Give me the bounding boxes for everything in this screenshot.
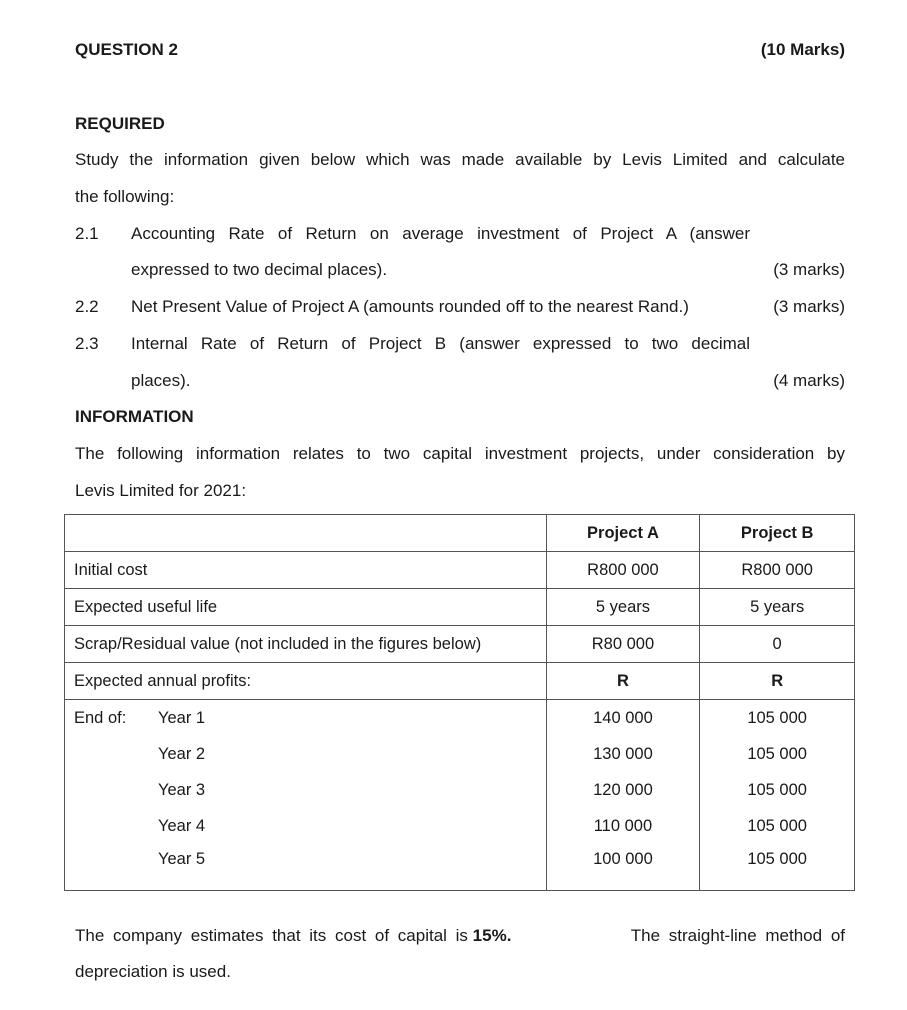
table-row (65, 552, 855, 589)
year-label: Year 4 (158, 816, 206, 835)
project-b-profit: 105 000 (700, 808, 855, 844)
information-text-line2: Levis Limited for 2021: (75, 481, 247, 500)
row-label: Scrap/Residual value (not included in the figures below) (65, 626, 547, 663)
project-a-profit: 110 000 (546, 808, 700, 844)
item-text-line2: expressed to two decimal places). (131, 260, 388, 279)
item-text-line1: Accounting Rate of Return on average investment of Project A (answer (131, 224, 750, 243)
year-row (65, 772, 855, 808)
required-intro-line1: Study the information given below which was made available by Levis Limited and calculate (75, 150, 845, 169)
footer-line2: depreciation is used. (75, 962, 231, 981)
project-a-value: 5 years (546, 589, 700, 626)
project-a-value: R80 000 (546, 626, 700, 663)
total-marks: (10 Marks) (760, 40, 845, 59)
project-b-profit: 105 000 (700, 736, 855, 772)
item-marks: (3 marks) (773, 260, 845, 279)
cost-of-capital-rate: 15%. (472, 926, 512, 945)
table-header-row (65, 515, 855, 552)
question-title: QUESTION 2 (75, 40, 178, 59)
year-row (65, 808, 855, 844)
item-text-line2: places). (131, 371, 191, 390)
row-label: Initial cost (65, 552, 547, 589)
information-text-line1: The following information relates to two capital investment projects, under consideration by (75, 444, 845, 463)
project-b-value: 5 years (700, 589, 855, 626)
item-number: 2.1 (75, 224, 99, 243)
year-label: Year 2 (158, 744, 206, 763)
item-number: 2.2 (75, 297, 99, 316)
project-a-value: R (546, 663, 700, 700)
footer-text-part1: The company estimates that its cost of capital is (75, 926, 468, 945)
project-a-profit: 140 000 (546, 700, 700, 737)
required-intro-line2: the following: (75, 187, 175, 206)
header-project-b: Project B (700, 515, 855, 552)
item-marks: (3 marks) (773, 297, 845, 316)
project-b-profit: 105 000 (700, 700, 855, 737)
item-text-line1: Net Present Value of Project A (amounts rounded off to the nearest Rand.) (131, 297, 689, 316)
item-text-line1: Internal Rate of Return of Project B (answer expressed to two decimal (131, 334, 750, 353)
information-heading: INFORMATION (75, 407, 194, 426)
project-b-value: R (700, 663, 855, 700)
item-number: 2.3 (75, 334, 99, 353)
end-of-label: End of: (74, 708, 127, 727)
project-a-profit: 130 000 (546, 736, 700, 772)
header-project-a: Project A (546, 515, 700, 552)
table-row (65, 663, 855, 700)
footer-text-part2: The straight-line method of (630, 926, 845, 945)
project-a-value: R800 000 (546, 552, 700, 589)
year-label: Year 3 (158, 780, 206, 799)
row-label: Expected useful life (65, 589, 547, 626)
table-row (65, 626, 855, 663)
year-row (65, 736, 855, 772)
year-row (65, 844, 855, 891)
project-a-profit: 100 000 (546, 844, 700, 891)
project-a-profit: 120 000 (546, 772, 700, 808)
project-b-profit: 105 000 (700, 772, 855, 808)
header-cell-blank (65, 515, 547, 552)
project-table (64, 514, 855, 891)
project-b-value: R800 000 (700, 552, 855, 589)
project-b-profit: 105 000 (700, 844, 855, 891)
year-label: Year 5 (158, 850, 206, 868)
row-label: Expected annual profits: (65, 663, 547, 700)
footer-line1 (75, 926, 845, 946)
year-row (65, 700, 855, 737)
project-b-value: 0 (700, 626, 855, 663)
required-heading: REQUIRED (75, 114, 165, 133)
year-label: Year 1 (158, 708, 206, 727)
table-row (65, 589, 855, 626)
item-marks: (4 marks) (773, 371, 845, 390)
